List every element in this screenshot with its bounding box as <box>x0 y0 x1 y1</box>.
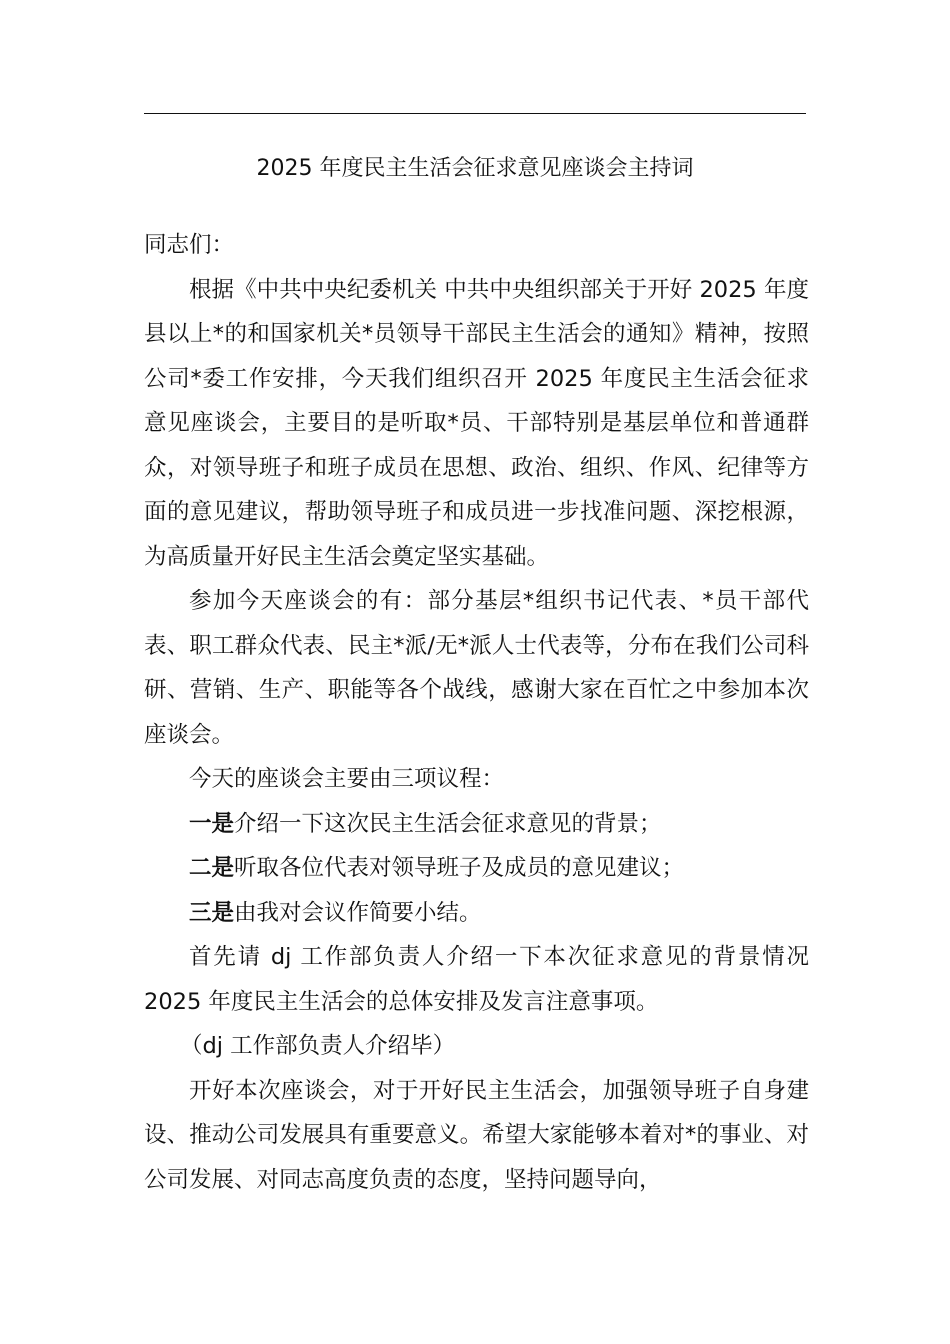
header-rule <box>144 113 806 114</box>
agenda-item-lead: 一是 <box>189 810 235 837</box>
agenda-item <box>144 802 809 847</box>
agenda-item <box>144 891 809 936</box>
agenda-item-lead: 三是 <box>189 899 235 926</box>
greeting: 同志们： <box>144 232 235 258</box>
document-body <box>144 223 809 1202</box>
agenda-item-text: 听取各位代表对领导班子及成员的意见建议； <box>234 855 685 881</box>
agenda-item <box>144 846 809 891</box>
paragraph-agenda-intro: 今天的座谈会主要由三项议程： <box>189 766 505 792</box>
agenda-item-text: 由我对会议作简要小结。 <box>234 899 482 926</box>
paragraph-purpose: 根据《中共中央纪委机关 中共中央组织部关于开好 2025 年度县以上*的和国家机关*员领导干部民主生活会的通知》精神，按照公司*委工作安排，今天我们组织召开 2025 年度民主生活会征求意见座谈会，主要目的是听取*员、干部特别是基层单位和普通群众，对领导班子和班子成员在思想、政治、组织、作风、纪律等方面的意见建议，帮助领导班子和成员进一步找准问题、深挖根源，为高质量开好民主生活会奠定坚实基础。 <box>144 276 809 570</box>
paragraph-closing: 开好本次座谈会，对于开好民主生活会，加强领导班子自身建设、推动公司发展具有重要意义。希望大家能够本着对*的事业、对公司发展、对同志高度负责的态度，坚持问题导向， <box>144 1077 809 1193</box>
paragraph-attendees: 参加今天座谈会的有：部分基层*组织书记代表、*员干部代表、职工群众代表、民主*派/无*派人士代表等，分布在我们公司科研、营销、生产、职能等各个战线，感谢大家在百忙之中参加本次座谈会。 <box>144 588 809 748</box>
agenda-item-lead: 二是 <box>189 855 235 881</box>
paragraph-background-request: 首先请 dj 工作部负责人介绍一下本次征求意见的背景情况 2025 年度民主生活会的总体安排及发言注意事项。 <box>144 944 809 1015</box>
document-title: 2025 年度民主生活会征求意见座谈会主持词 <box>256 156 694 181</box>
agenda-item-text: 介绍一下这次民主生活会征求意见的背景； <box>234 810 662 837</box>
stage-note: （dj 工作部负责人介绍毕） <box>180 1033 456 1059</box>
